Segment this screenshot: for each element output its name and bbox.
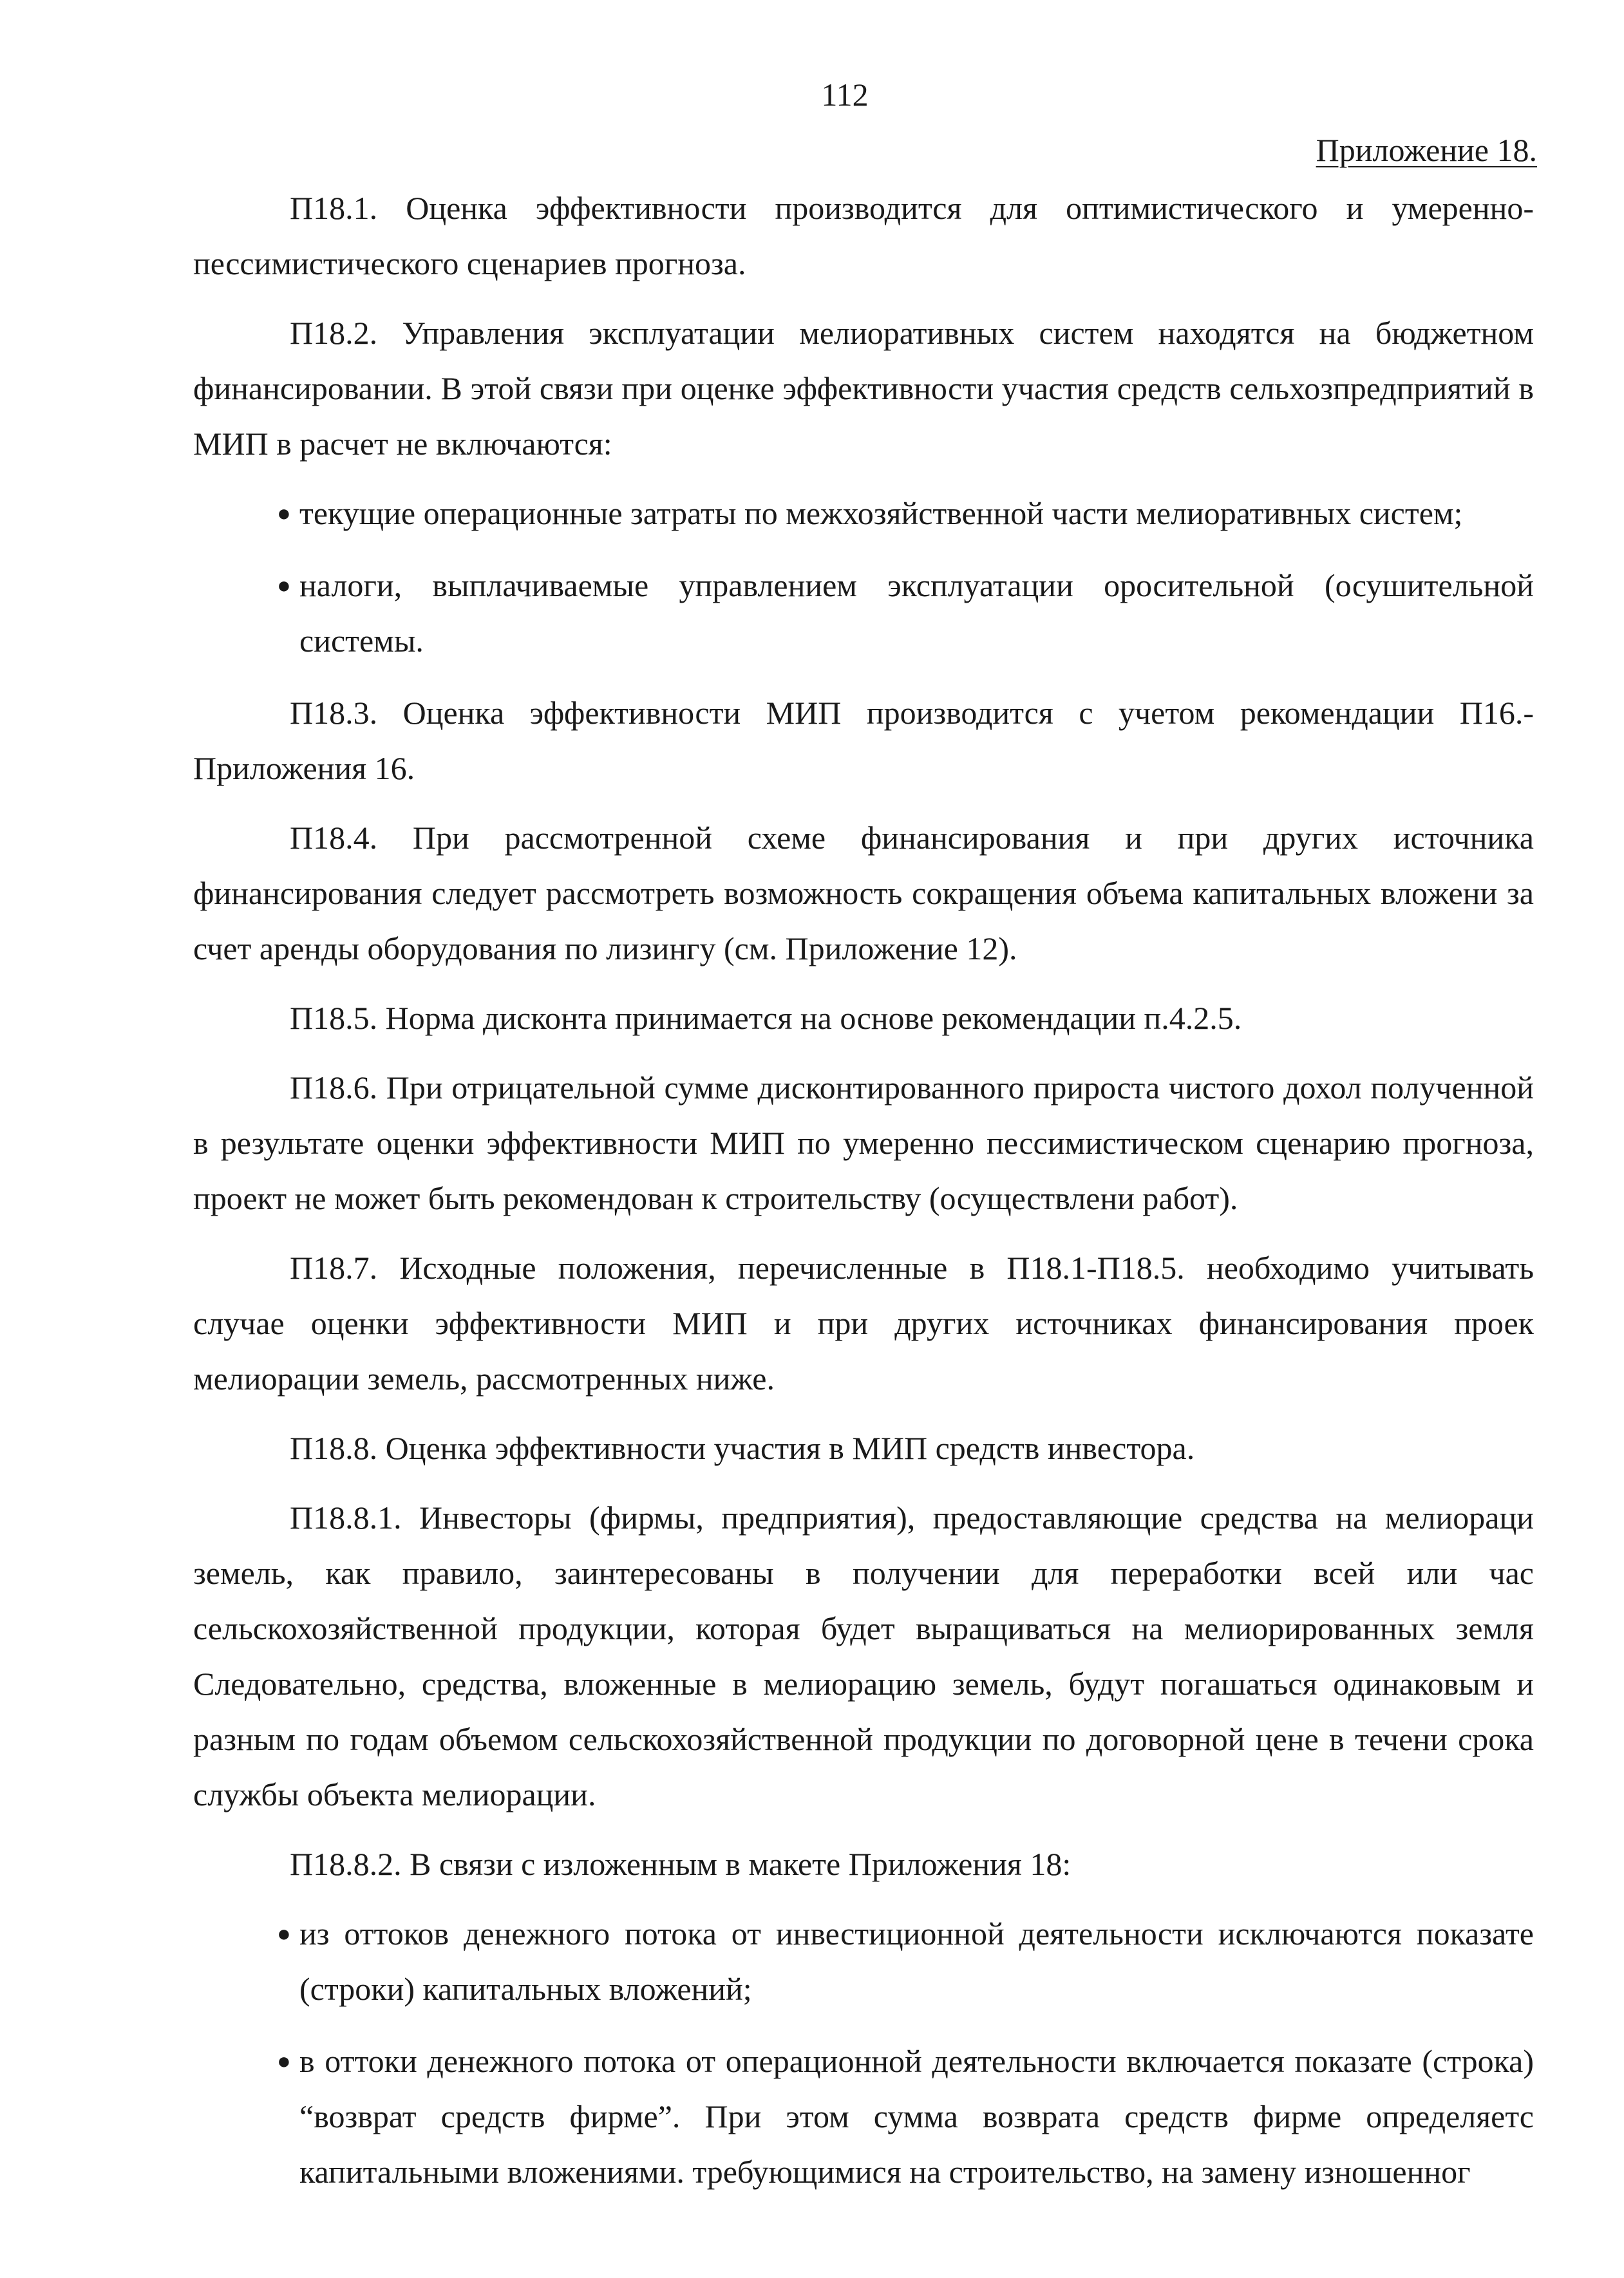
document-body [193, 180, 1534, 2216]
appendix-label: Приложение 18. [1316, 132, 1537, 168]
bullet-list-cashflow-changes [193, 1906, 1534, 2199]
paragraph-p18-6: П18.6. При отрицательной сумме дисконтированного прироста чистого дохол полученной в результате оценки эффективности МИП по умеренно пессимистическом сценарию прогноза, проект не может быть рекомендован к строительству (осуществлени работ). [193, 1069, 1534, 1216]
paragraph-p18-8-1: П18.8.1. Инвесторы (фирмы, предприятия), предоставляющие средства на мелиораци земель, как правило, заинтересованы в получении для переработки всей или час сельскохозяйственной продукции, которая будет выращиваться на мелиорированных земля Следовательно, средства, вложенные в мелиорацию земель, будут погашаться одинаковым и разным по годам объемом сельскохозяйственной продукции по договорной цене в течени срока службы объекта мелиорации. [193, 1500, 1534, 1812]
list-item [193, 2033, 1534, 2199]
paragraph-p18-8-2: П18.8.2. В связи с изложенным в макете Приложения 18: [290, 1846, 1072, 1882]
list-item-text: текущие операционные затраты по межхозяйственной части мелиоративных систем; [299, 495, 1463, 531]
bullet-icon: ● [277, 1921, 291, 1946]
list-item [193, 485, 1534, 541]
bullet-icon: ● [277, 2048, 291, 2074]
paragraph-p18-2: П18.2. Управления эксплуатации мелиоративных систем находятся на бюджетном финансировании. В этой связи при оценке эффективности участия средств сельхозпредприятий в МИП в расчет не включаются: [193, 315, 1534, 462]
bullet-icon: ● [277, 572, 291, 598]
paragraph-p18-3: П18.3. Оценка эффективности МИП производится с учетом рекомендации П16.- Приложения 16. [193, 695, 1534, 786]
paragraph-p18-1: П18.1. Оценка эффективности производится для оптимистического и умеренно-пессимистического сценариев прогноза. [193, 190, 1534, 281]
paragraph-p18-5: П18.5. Норма дисконта принимается на основе рекомендации п.4.2.5. [290, 1000, 1242, 1036]
list-item [193, 558, 1534, 668]
list-item-text: налоги, выплачиваемые управлением эксплуатации оросительной (осушительной системы. [299, 567, 1534, 659]
list-item-text: из оттоков денежного потока от инвестиционной деятельности исключаются показате (строки) капитальных вложений; [299, 1916, 1534, 2007]
list-item-text: в оттоки денежного потока от операционной деятельности включается показате (строка) “возврат средств фирме”. При этом сумма возврата средств фирме определяетс капитальными вложениями. требующимися на строительство, на замену изношенног [299, 2043, 1534, 2190]
paragraph-p18-7: П18.7. Исходные положения, перечисленные в П18.1-П18.5. необходимо учитывать случае оценки эффективности МИП и при других источниках финансирования проек мелиорации земель, рассмотренных ниже. [193, 1250, 1534, 1397]
paragraph-p18-8: П18.8. Оценка эффективности участия в МИП средств инвестора. [290, 1430, 1195, 1466]
list-item [193, 1906, 1534, 2017]
page-number: 112 [821, 77, 869, 113]
bullet-icon: ● [277, 500, 291, 526]
paragraph-p18-4: П18.4. При рассмотренной схеме финансирования и при других источника финансирования следует рассмотреть возможность сокращения объема капитальных вложени за счет аренды оборудования по лизингу (см. Приложение 12). [193, 820, 1534, 966]
bullet-list-excluded-costs [193, 485, 1534, 668]
